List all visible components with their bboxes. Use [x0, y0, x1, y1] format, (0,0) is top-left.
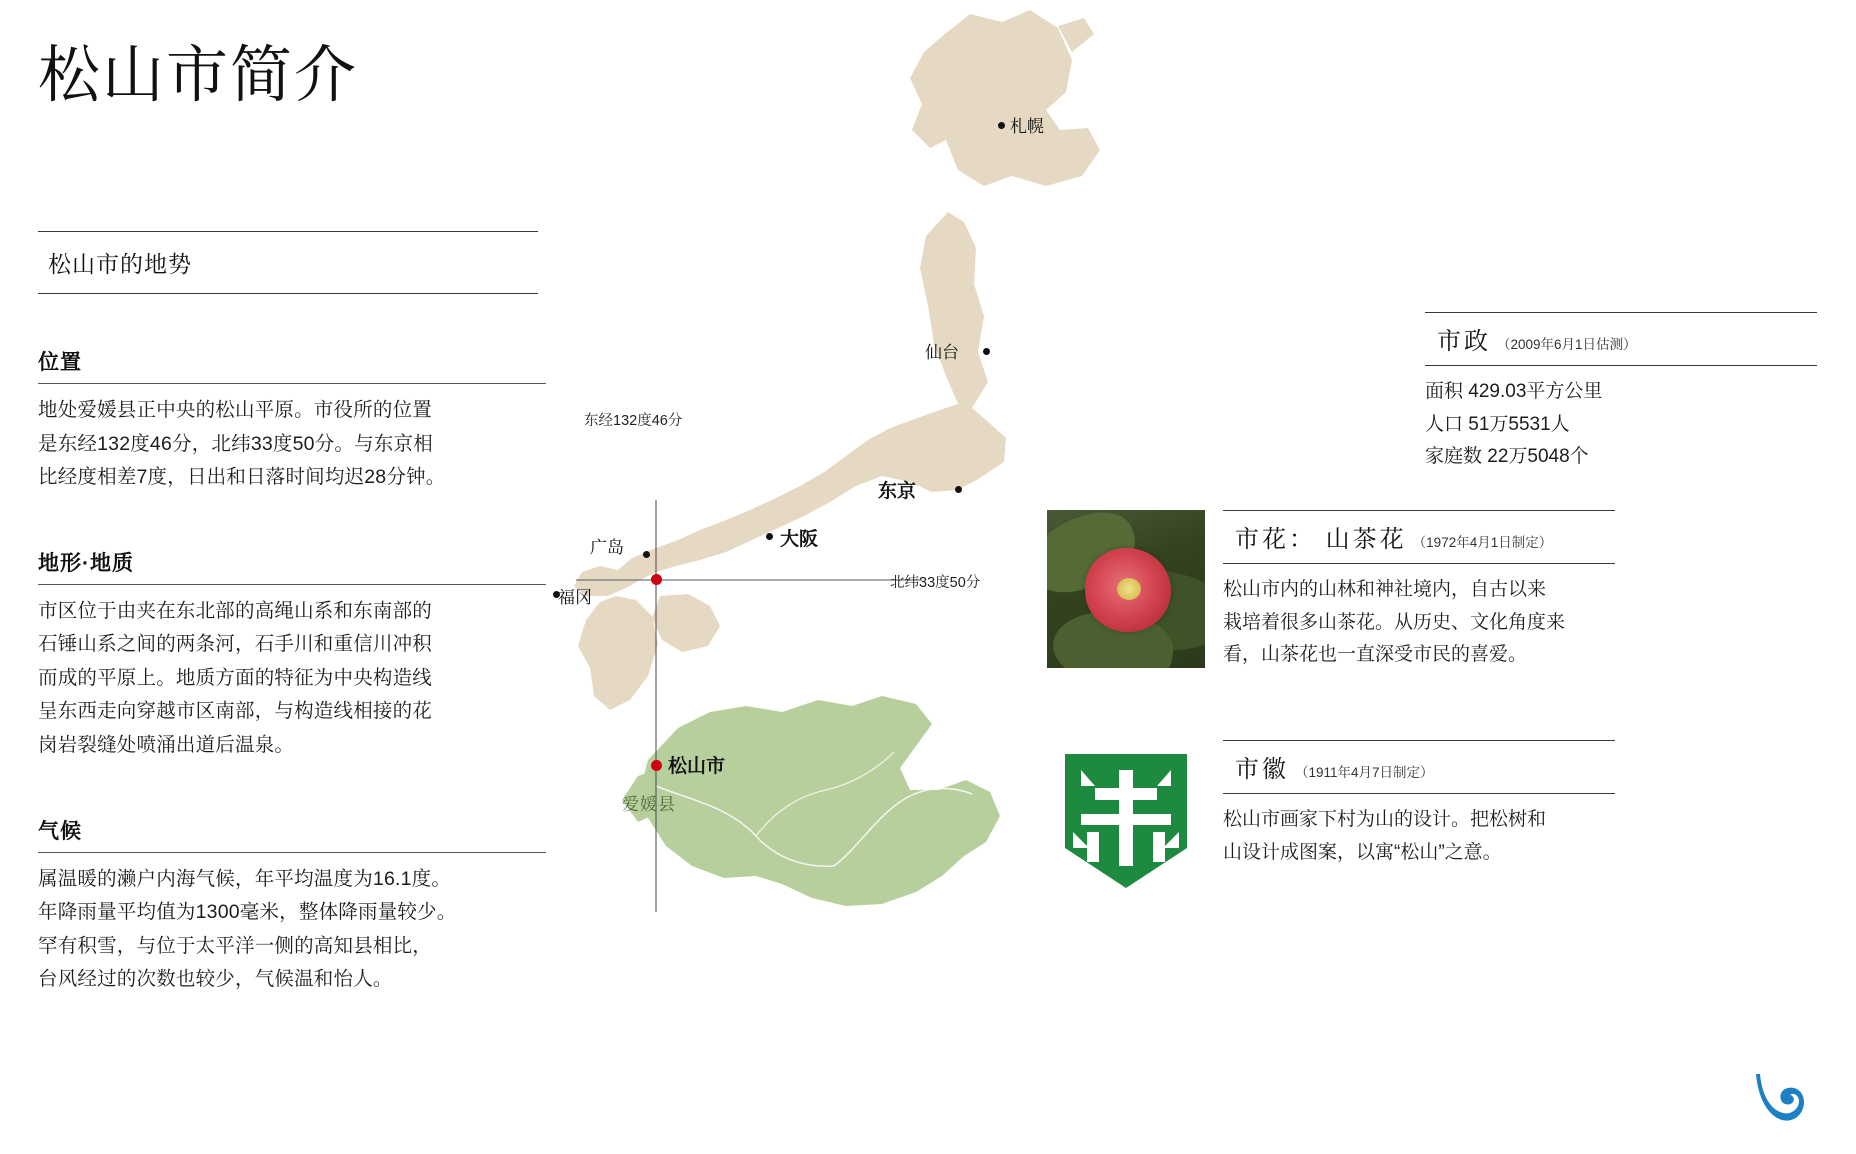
shikoku-base-shape	[652, 594, 720, 652]
block-body	[38, 863, 546, 997]
body-line: 栽培着很多山茶花。从历史、文化角度来	[1223, 611, 1566, 633]
city-label-fukuoka: 福冈	[558, 588, 592, 607]
city-label-tokyo: 东京	[878, 481, 917, 502]
block-divider	[38, 584, 546, 585]
panel-body	[1425, 366, 1817, 474]
brand-logo-icon	[1748, 1064, 1812, 1128]
stat-area: 面积 429.03平方公里	[1425, 381, 1603, 402]
body-line: 是东经132度46分，北纬33度50分。与东京相	[38, 432, 433, 455]
city-label-sendai: 仙台	[925, 343, 959, 362]
panel-city-emblem	[1047, 740, 1615, 898]
block-divider	[38, 383, 546, 384]
latitude-axis-label: 北纬33度50分	[890, 575, 981, 591]
city-label-sapporo: 札幌	[1010, 117, 1044, 136]
panel-city-government	[1425, 312, 1817, 474]
block-title: 地形·地质	[38, 551, 134, 575]
block-body	[38, 394, 546, 495]
longitude-axis-label: 东经132度46分	[584, 413, 683, 429]
body-line: 台风经过的次数也较少，气候温和怡人。	[38, 968, 393, 991]
city-emblem-svg	[1051, 744, 1201, 894]
city-dot-sapporo	[998, 122, 1005, 129]
honshu-north-shape	[920, 212, 988, 408]
camellia-stamen	[1117, 578, 1141, 600]
left-content-column	[38, 40, 568, 997]
body-line: 市区位于由夹在东北部的高绳山系和东南部的	[38, 599, 433, 622]
city-emblem	[1047, 740, 1205, 898]
city-label-hiroshima: 广岛	[590, 538, 624, 557]
block-title: 气候	[38, 819, 82, 843]
panel-note: （1972年4月1日制定）	[1412, 535, 1553, 550]
body-line: 看，山茶花也一直深受市民的喜爱。	[1223, 644, 1528, 666]
panel-title: 市政	[1437, 328, 1491, 355]
panel-body	[1223, 794, 1615, 869]
panel-title: 市徽	[1235, 756, 1289, 783]
block-body	[38, 595, 546, 763]
panel-title: 市花： 山茶花	[1235, 526, 1407, 553]
info-block-climate	[38, 815, 546, 997]
body-line: 而成的平原上。地质方面的特征为中央构造线	[38, 666, 433, 689]
panel-city-flower	[1047, 510, 1615, 672]
body-line: 山设计成图案，以寓“松山”之意。	[1223, 841, 1502, 863]
block-divider	[38, 852, 546, 853]
panel-note: （2009年6月1日估测）	[1497, 337, 1637, 352]
stat-population: 人口 51万5531人	[1425, 413, 1570, 435]
stat-households: 家庭数 22万5048个	[1425, 446, 1589, 468]
body-line: 比经度相差7度，日出和日落时间均迟28分钟。	[38, 466, 446, 489]
body-line: 松山市内的山林和神社境内，自古以来	[1223, 579, 1547, 600]
panel-heading	[1223, 741, 1615, 793]
city-flower-text	[1223, 510, 1615, 672]
panel-body	[1223, 564, 1615, 672]
matsuyama-marker-inset	[651, 760, 662, 771]
block-title: 位置	[38, 351, 82, 375]
body-line: 石锤山系之间的两条河，石手川和重信川冲积	[38, 633, 433, 656]
city-emblem-text	[1223, 740, 1615, 898]
section-heading-block	[38, 231, 538, 294]
city-label-osaka: 大阪	[780, 529, 819, 550]
body-line: 呈东西走向穿越市区南部，与构造线相接的花	[38, 700, 433, 723]
city-dot-sendai	[983, 348, 990, 355]
page-title: 松山市简介	[38, 41, 359, 110]
panel-heading	[1425, 313, 1817, 365]
body-line: 地处爱媛县正中央的松山平原。市役所的位置	[38, 399, 433, 422]
body-line: 年降雨量平均值为1300毫米，整体降雨量较少。	[38, 901, 457, 924]
matsuyama-marker-main	[651, 574, 662, 585]
info-block-location	[38, 346, 546, 495]
body-line: 岗岩裂缝处喷涌出道后温泉。	[38, 734, 295, 757]
city-dot-osaka	[766, 533, 773, 540]
divider-bottom	[38, 293, 538, 294]
info-block-topography	[38, 547, 546, 763]
honshu-shape	[618, 404, 1006, 582]
panel-note: （1911年4月7日制定）	[1295, 765, 1434, 780]
kyushu-shape	[578, 596, 658, 710]
body-line: 松山市画家下村为山的设计。把松树和	[1223, 809, 1547, 830]
city-dot-hiroshima	[643, 551, 650, 558]
panel-heading	[1223, 511, 1615, 563]
body-line: 属温暖的濑户内海气候，年平均温度为16.1度。	[38, 867, 452, 890]
body-line: 罕有积雪，与位于太平洋一侧的高知县相比，	[38, 934, 433, 957]
city-dot-tokyo	[955, 486, 962, 493]
section-heading-text: 松山市的地势	[48, 251, 192, 278]
camellia-photo	[1047, 510, 1205, 668]
matsuyama-label: 松山市	[668, 756, 726, 777]
brand-logo-svg	[1748, 1064, 1812, 1128]
shikoku-inset-shape	[640, 696, 1000, 906]
ehime-prefecture-label: 爱媛县	[622, 795, 676, 814]
